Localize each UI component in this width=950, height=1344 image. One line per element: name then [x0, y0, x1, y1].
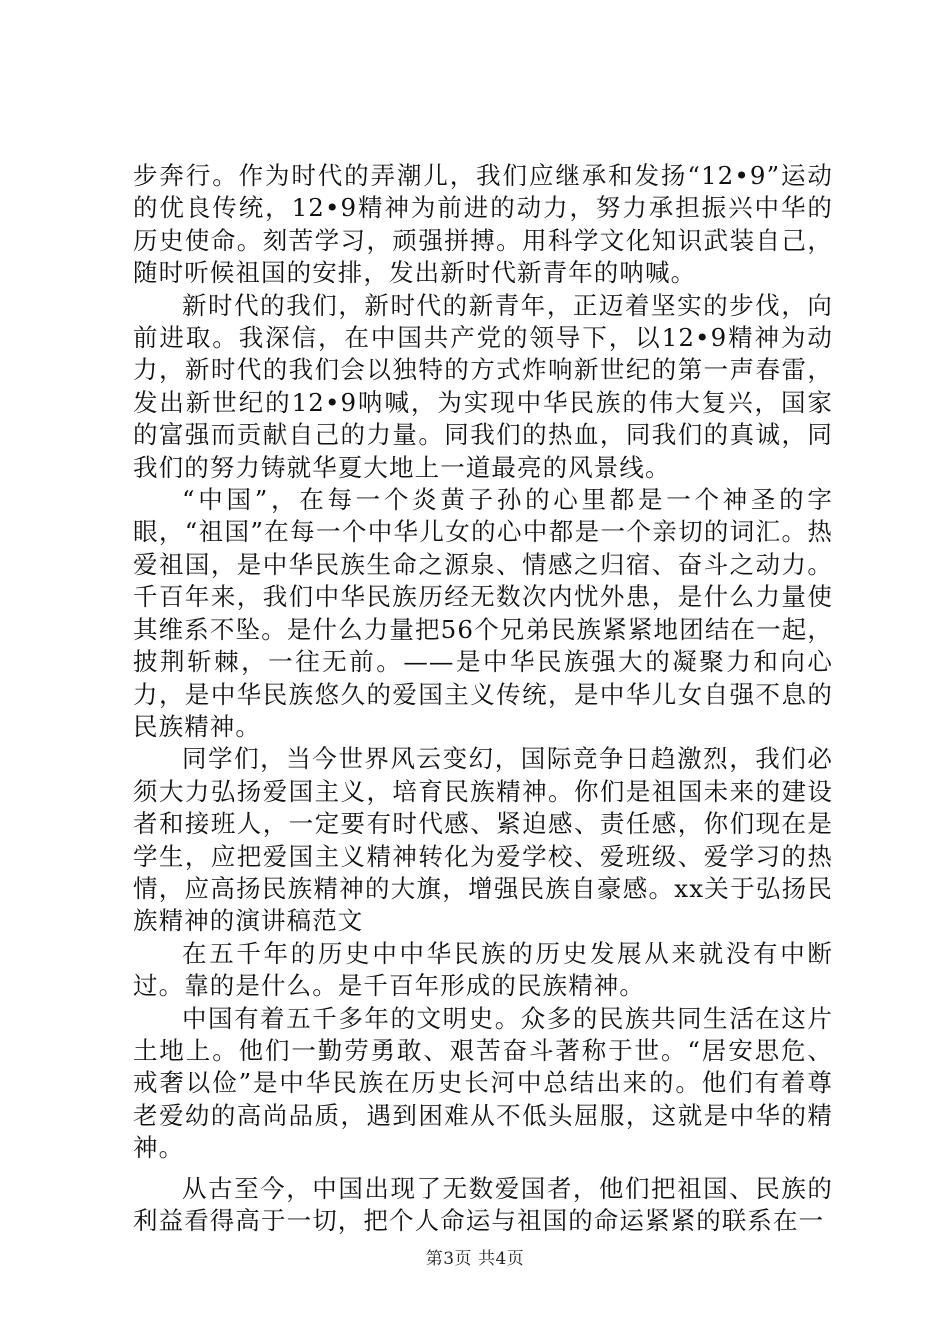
document-body: [133, 160, 833, 1237]
page-number-footer: 第3页 共4页: [425, 1249, 525, 1269]
paragraph-3: “中国”，在每一个炎黄子孙的心里都是一个神圣的字眼，“祖国”在每一个中华儿女的心中都是一个亲切的词汇。热爱祖国，是中华民族生命之源泉、情感之归宿、奋斗之动力。千百年来，我们中华民族历经无数次内忧外患，是什么力量使其维系不坠。是什么力量把56个兄弟民族紧紧地团结在一起，披荆斩棘，一往无前。——是中华民族强大的凝聚力和向心力，是中华民族悠久的爱国主义传统，是中华儿女自强不息的民族精神。: [133, 485, 833, 741]
paragraph-7: 从古至今，中国出现了无数爱国者，他们把祖国、民族的利益看得高于一切，把个人命运与祖国的命运紧紧的联系在一: [133, 1173, 833, 1235]
paragraph-2: 新时代的我们，新时代的新青年，正迈着坚实的步伐，向前进取。我深信，在中国共产党的领导下，以12•9精神为动力，新时代的我们会以独特的方式炸响新世纪的第一声春雷，发出新世纪的12•9呐喊，为实现中华民族的伟大复兴，国家的富强而贡献自己的力量。同我们的热血，同我们的真诚，同我们的努力铸就华夏大地上一道最亮的风景线。: [133, 290, 833, 482]
paragraph-6: 中国有着五千多年的文明史。众多的民族共同生活在这片土地上。他们一勤劳勇敢、艰苦奋斗著称于世。“居安思危、戒奢以俭”是中华民族在历史长河中总结出来的。他们有着尊老爱幼的高尚品质，遇到困难从不低头屈服，这就是中华的精神。: [133, 1003, 833, 1163]
paragraph-5: 在五千年的历史中中华民族的历史发展从来就没有中断过。靠的是什么。是千百年形成的民族精神。: [133, 938, 833, 1001]
paragraph-4: 同学们，当今世界风云变幻，国际竞争日趋激烈，我们必须大力弘扬爱国主义，培育民族精神。你们是祖国未来的建设者和接班人，一定要有时代感、紧迫感、责任感，你们现在是学生，应把爱国主义精神转化为爱学校、爱班级、爱学习的热情，应高扬民族精神的大旗，增强民族自豪感。xx关于弘扬民族精神的演讲稿范文: [133, 744, 833, 936]
paragraph-1: 步奔行。作为时代的弄潮儿，我们应继承和发扬“12•9”运动的优良传统，12•9精神为前进的动力，努力承担振兴中华的历史使命。刻苦学习，顽强拼搏。用科学文化知识武装自己，随时听候祖国的安排，发出新时代新青年的呐喊。: [133, 161, 833, 288]
